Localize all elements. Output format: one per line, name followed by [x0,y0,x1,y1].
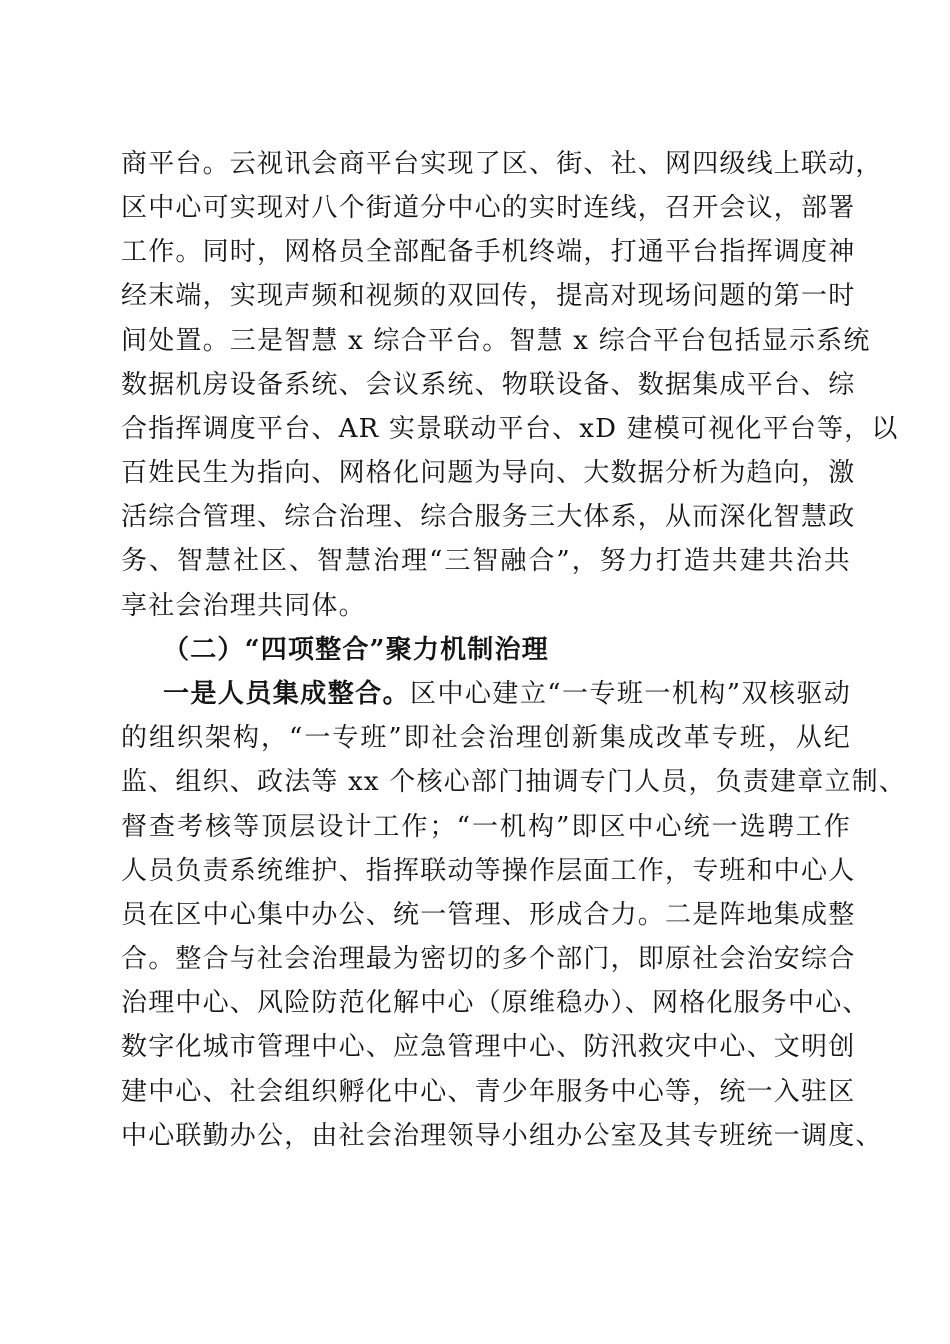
paragraph-line: 工作。同时，网格员全部配备手机终端，打通平台指挥调度神 [121,237,856,267]
paragraph-line: 治理中心、风险防范化解中心（原维稳办）、网格化服务中心、 [121,988,870,1018]
paragraph-line: 数据机房设备系统、会议系统、物联设备、数据集成平台、综 [121,370,856,400]
paragraph-line: 人员负责系统维护、指挥联动等操作层面工作，专班和中心人 [121,856,856,886]
paragraph-line: 员在区中心集中办公、统一管理、形成合力。二是阵地集成整 [121,900,856,930]
paragraph-line: 间处置。三是智慧 x 综合平台。智慧 x 综合平台包括显示系统 [121,326,871,356]
paragraph-lead: 一是人员集成整合。 [163,679,411,709]
paragraph-first-line [163,679,851,709]
paragraph-first-line-rest: 区中心建立“一专班一机构”双核驱动 [410,679,852,709]
paragraph-line: 的组织架构，“一专班”即社会治理创新集成改革专班，从纪 [121,723,851,753]
paragraph-line: 监、组织、政法等 xx 个核心部门抽调专门人员，负责建章立制、 [121,767,907,797]
paragraph-line: 百姓民生为指向、网格化问题为导向、大数据分析为趋向，激 [121,458,856,488]
paragraph-line: 合指挥调度平台、AR 实景联动平台、xD 建模可视化平台等，以 [121,414,899,444]
paragraph-line: 中心联勤办公，由社会治理领导小组办公室及其专班统一调度、 [121,1121,883,1151]
paragraph-line: 区中心可实现对八个街道分中心的实时连线，召开会议，部署 [121,193,856,223]
paragraph-line: 督查考核等顶层设计工作；“一机构”即区中心统一选聘工作 [121,812,851,842]
paragraph-line: 活综合管理、综合治理、综合服务三大体系，从而深化智慧政 [121,502,856,532]
section-heading: （二）“四项整合”聚力机制治理 [163,635,549,665]
paragraph-line: 建中心、社会组织孵化中心、青少年服务中心等，统一入驻区 [121,1077,856,1107]
paragraph-line: 商平台。云视讯会商平台实现了区、街、社、网四级线上联动， [121,149,883,179]
paragraph-line: 务、智慧社区、智慧治理“三智融合”，努力打造共建共治共 [121,546,851,576]
paragraph-line: 享社会治理共同体。 [121,591,366,621]
paragraph-line: 数字化城市管理中心、应急管理中心、防汛救灾中心、文明创 [121,1032,856,1062]
paragraph-line: 经末端，实现声频和视频的双回传，提高对现场问题的第一时 [121,281,856,311]
paragraph-line: 合。整合与社会治理最为密切的多个部门，即原社会治安综合 [121,944,856,974]
